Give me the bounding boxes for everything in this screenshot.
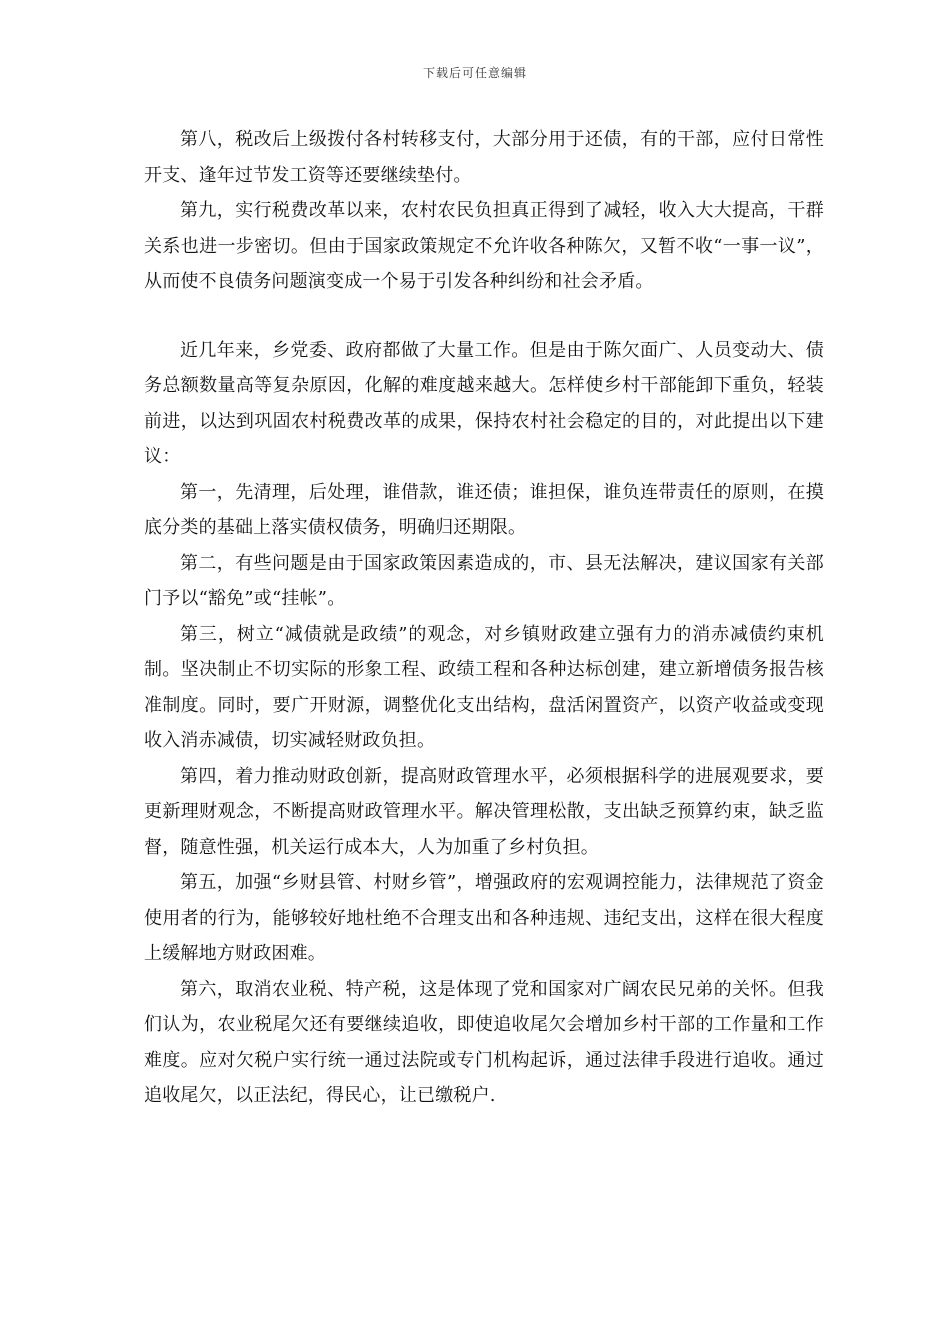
paragraph-suggestion-5: 第五，加强“乡财县管、村财乡管”，增强政府的宏观调控能力，法律规范了资金使用者的行为，能够较好地杜绝不合理支出和各种违规、违纪支出，这样在很大程度上缓解地方财政困难。 — [144, 872, 824, 964]
paragraph-suggestion-1: 第一，先清理，后处理，谁借款，谁还债；谁担保，谁负连带责任的原则，在摸底分类的基础上落实债权债务，明确归还期限。 — [144, 481, 824, 538]
paragraph-suggestion-4: 第四，着力推动财政创新，提高财政管理水平，必须根据科学的进展观要求，要更新理财观念，不断提高财政管理水平。解决管理松散，支出缺乏预算约束，缺乏监督，随意性强，机关运行成本大，人为加重了乡村负担。 — [144, 765, 824, 858]
paragraph-gap — [144, 300, 824, 333]
paragraph-intro-suggestions: 近几年来，乡党委、政府都做了大量工作。但是由于陈欠面广、人员变动大、债务总额数量高等复杂原因，化解的难度越来越大。怎样使乡村干部能卸下重负，轻装前进，以达到巩固农村税费改革的成果，保持农村社会稳定的目的，对此提出以下建议： — [144, 339, 824, 467]
paragraph-suggestion-3: 第三，树立“减债就是政绩”的观念，对乡镇财政建立强有力的消赤减债约束机制。坚决制止不切实际的形象工程、政绩工程和各种达标创建，建立新增债务报告核准制度。同时，要广开财源，调整优化支出结构，盘活闲置资产，以资产收益或变现收入消赤减债，切实减轻财政负担。 — [144, 623, 824, 751]
page-header: 下载后可任意编辑 — [422, 66, 527, 80]
paragraph-suggestion-2: 第二，有些问题是由于国家政策因素造成的，市、县无法解决，建议国家有关部门予以“豁免”或“挂帐”。 — [144, 552, 824, 609]
paragraph-item-9: 第九，实行税费改革以来，农村农民负担真正得到了减轻，收入大大提高，干群关系也进一步密切。但由于国家政策规定不允许收各种陈欠，又暂不收“一事一议”，从而使不良债务问题演变成一个易于引发各种纠纷和社会矛盾。 — [144, 200, 824, 292]
paragraph-item-8: 第八，税改后上级拨付各村转移支付，大部分用于还债，有的干部，应付日常性开支、逢年过节发工资等还要继续垫付。 — [144, 129, 824, 186]
document-body — [144, 122, 824, 1114]
paragraph-suggestion-6: 第六，取消农业税、特产税，这是体现了党和国家对广阔农民兄弟的关怀。但我们认为，农业税尾欠还有要继续追收，即使追收尾欠会增加乡村干部的工作量和工作难度。应对欠税户实行统一通过法院或专门机构起诉，通过法律手段进行追收。通过追收尾欠，以正法纪，得民心，让已缴税户. — [144, 978, 824, 1106]
